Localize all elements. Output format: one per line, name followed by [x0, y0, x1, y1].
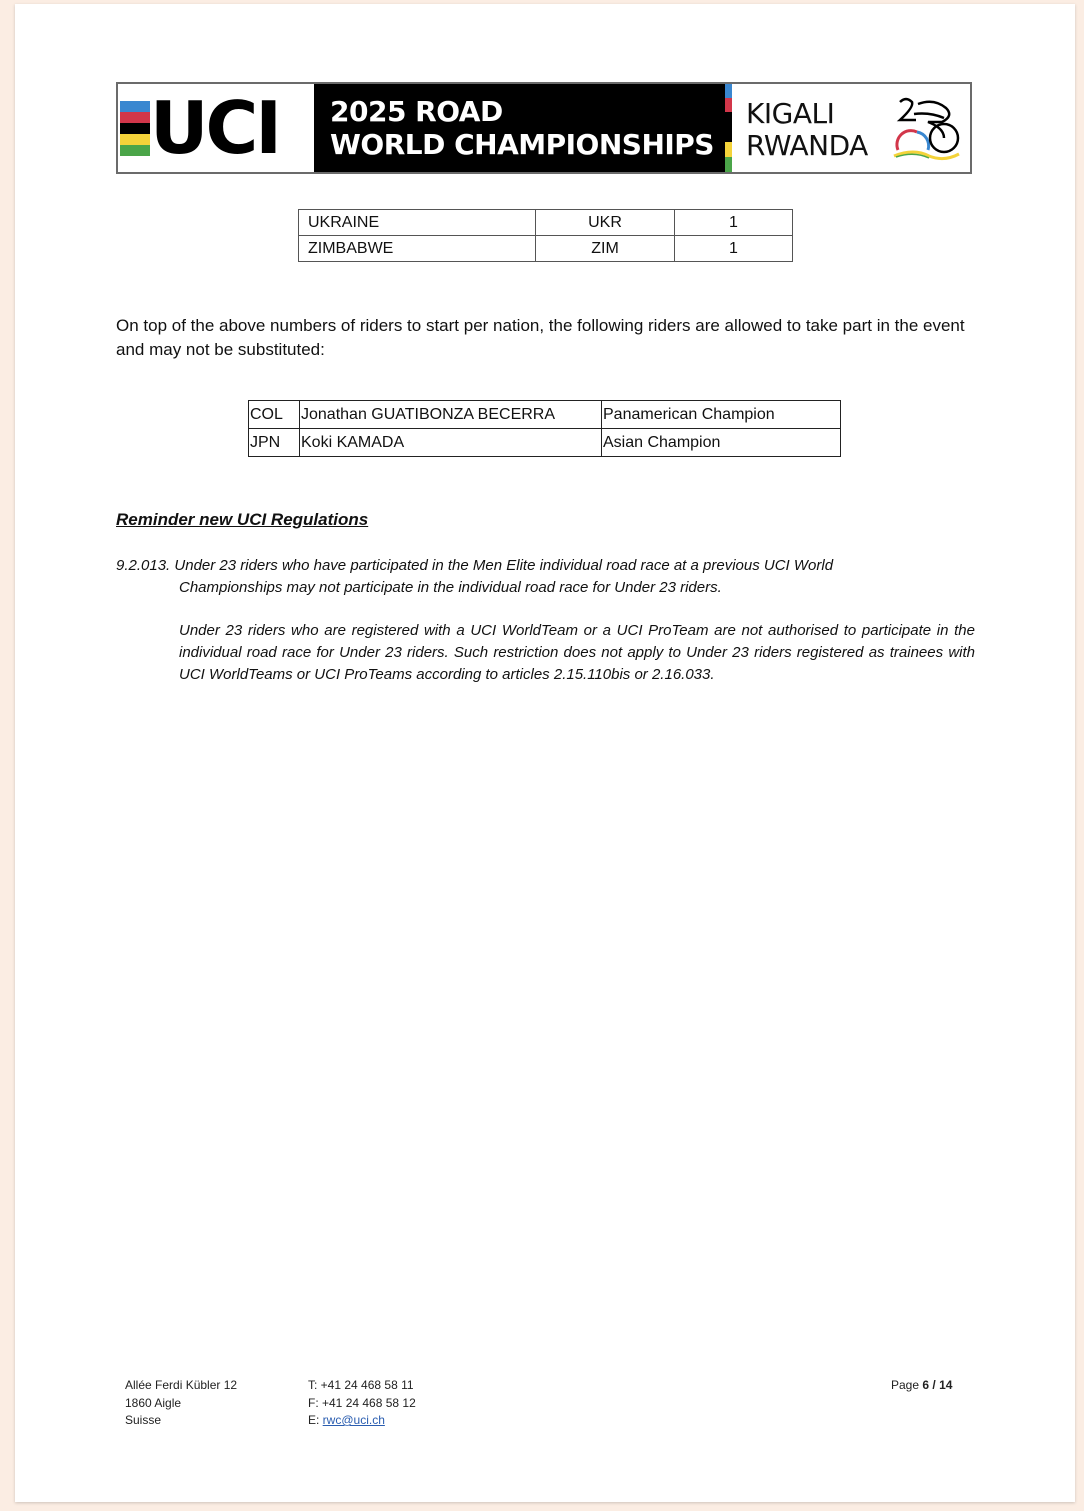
color-bar-blue: [725, 84, 732, 98]
rainbow-stripe-blue: [120, 101, 150, 112]
address-city: 1860 Aigle: [125, 1395, 182, 1410]
event-title-block: [314, 84, 725, 172]
footer-email-row: [308, 1412, 416, 1430]
nations-table: [298, 209, 793, 262]
count-cell: 1: [675, 210, 793, 236]
cyclist-25-logo-icon: [884, 94, 964, 162]
intro-paragraph: On top of the above numbers of riders to start per nation, the following riders are allowed to take part in the event and may not be substituted:: [116, 316, 965, 359]
address-country: Suisse: [125, 1413, 162, 1427]
event-title-line2: WORLD CHAMPIONSHIPS: [330, 128, 714, 161]
rainbow-stripe-green: [120, 145, 150, 156]
page-label: Page: [891, 1378, 923, 1392]
regulation-article: [116, 555, 975, 599]
event-title-line1: 2025 ROAD: [330, 95, 503, 128]
location-line1: KIGALI: [746, 97, 835, 130]
rainbow-stripe-black: [120, 123, 150, 134]
nation-cell: ZIMBABWE: [299, 236, 536, 262]
uci-logo: [118, 84, 314, 172]
nation-cell: UKRAINE: [299, 210, 536, 236]
rainbow-stripe-yellow: [120, 134, 150, 145]
rider-name: Koki KAMADA: [300, 429, 602, 457]
article-number: 9.2.013.: [116, 557, 171, 574]
code-cell: UKR: [536, 210, 675, 236]
table-row: [299, 236, 793, 262]
page-total: 14: [939, 1378, 953, 1392]
rider-nation-code: COL: [249, 401, 300, 429]
article-line2: Championships may not participate in the individual road race for Under 23 riders.: [179, 579, 722, 596]
event-banner: [116, 82, 972, 174]
footer-address: [125, 1377, 237, 1430]
address-street: Allée Ferdi Kübler 12: [125, 1378, 238, 1392]
footer-phone: T: +41 24 468 58 11: [308, 1378, 414, 1392]
regulations-heading: Reminder new UCI Regulations: [116, 510, 369, 529]
color-bar-black: [725, 112, 732, 142]
table-row: [249, 401, 841, 429]
regulation-paragraph2: Under 23 riders who are registered with a UCI WorldTeam or a UCI ProTeam are not authorised to participate in the individual road race for Under 23 riders. Such restriction does not apply to Under 23 riders registered as trainees with UCI WorldTeams or UCI ProTeams according to articles 2.15.110bis or 2.16.033.: [179, 622, 975, 683]
color-bar-red: [725, 98, 732, 112]
rider-title: Asian Champion: [602, 429, 841, 457]
email-link[interactable]: rwc@uci.ch: [322, 1413, 385, 1427]
rider-name: Jonathan GUATIBONZA BECERRA: [300, 401, 602, 429]
location-line2: RWANDA: [746, 129, 868, 162]
page-current: 6: [922, 1378, 930, 1392]
color-bar-yellow: [725, 142, 732, 157]
document-page: [15, 4, 1075, 1502]
riders-table: [248, 400, 841, 457]
page-separator: /: [929, 1378, 940, 1392]
rainbow-stripe-red: [120, 112, 150, 123]
count-cell: 1: [675, 236, 793, 262]
uci-logo-text: UCI: [150, 86, 280, 170]
rider-nation-code: JPN: [249, 429, 300, 457]
table-row: [299, 210, 793, 236]
page-number: [891, 1377, 952, 1395]
article-line1: Under 23 riders who have participated in the Men Elite individual road race at a previous UCI World: [174, 557, 834, 574]
email-label: E:: [308, 1413, 323, 1427]
footer-contact: [308, 1377, 416, 1430]
color-bar-green: [725, 157, 732, 172]
footer-fax: F: +41 24 468 58 12: [308, 1395, 416, 1410]
code-cell: ZIM: [536, 236, 675, 262]
table-row: [249, 429, 841, 457]
rider-title: Panamerican Champion: [602, 401, 841, 429]
